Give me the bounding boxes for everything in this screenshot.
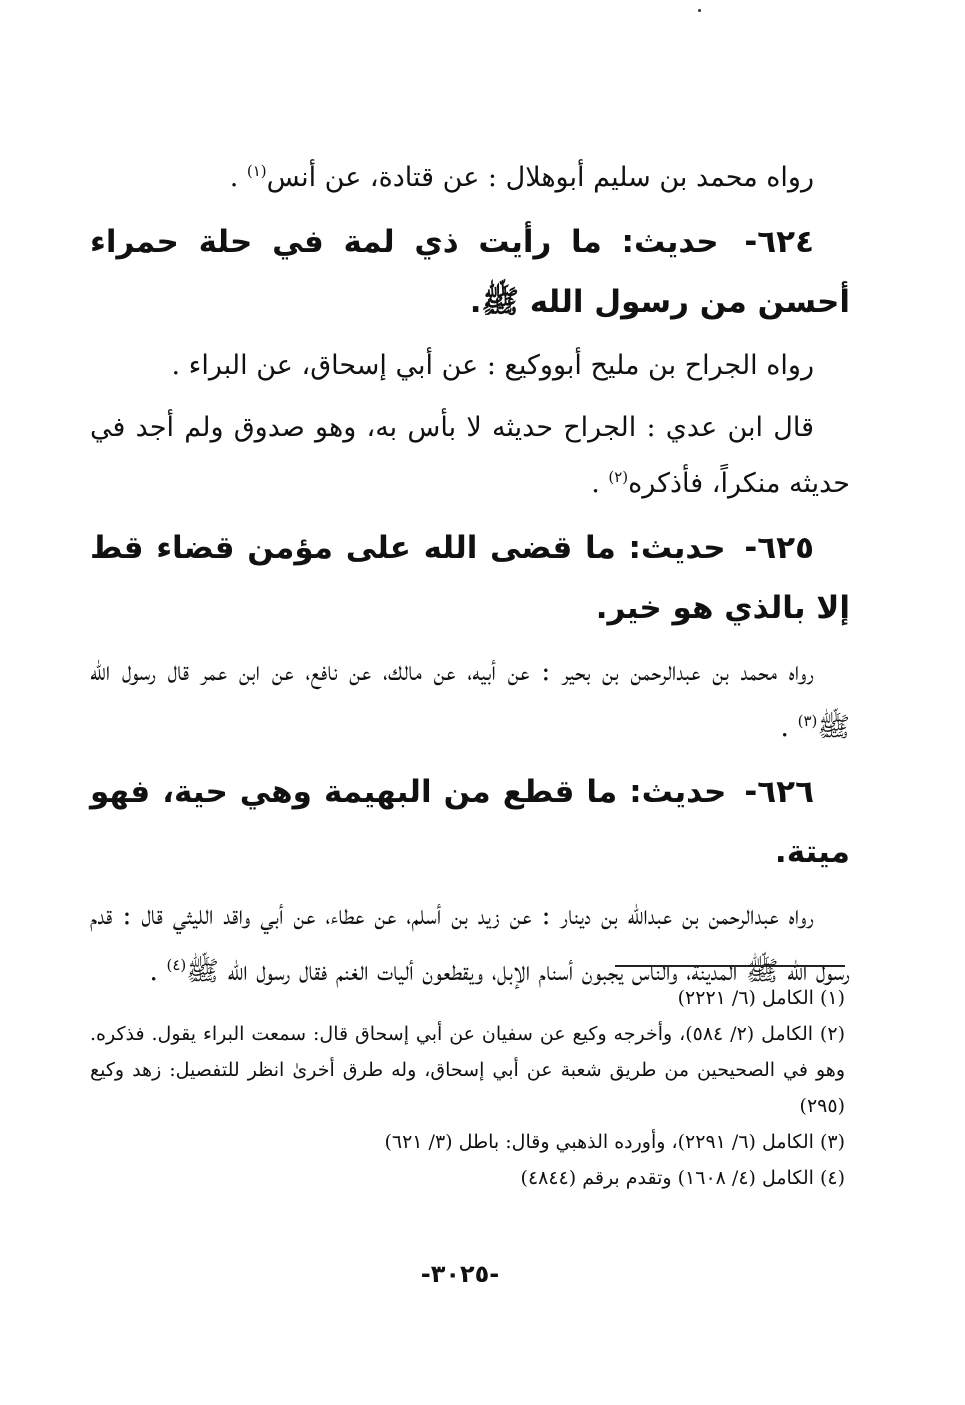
footnote-divider	[615, 965, 845, 967]
hadith-heading-624: ٦٢٤- حديث: ما رأيت ذي لمة في حلة حمراء أحسن من رسول الله ﷺ.	[90, 224, 850, 320]
paragraph-narration-4: رواه عبدالرحمن بن عبدالله بن دينار : عن زيد بن أسلم، عن عطاء، عن أبي واقد الليثي قال : قدم رسول الله ﷺ المدينة، والناس يجبون أسنام الإبل، ويقطعون أليات الغنم فقال رسول الله ﷺ$^{(٤)}$ .	[90, 900, 850, 987]
hadith-heading-626: ٦٢٦- حديث: ما قطع من البهيمة وهي حية، فهو ميتة.	[90, 774, 850, 870]
footnote-ref-3: (٣)	[797, 712, 818, 730]
hadith-heading-625: ٦٢٥- حديث: ما قضى الله على مؤمن قضاء قط إلا بالذي هو خير.	[90, 530, 850, 626]
scan-speck	[698, 9, 701, 12]
footnote-3: (٣) الكامل (٦/ ٢٢٩١)، وأورده الذهبي وقال: باطل (٣/ ٦٢١)	[384, 1131, 845, 1153]
footnote-2: (٢) الكامل (٢/ ٥٨٤)، وأخرجه وكيع عن سفيان عن أبي إسحاق قال: سمعت البراء يقول. فذكره. وهو في الصحيحين من طريق شعبة عن أبي إسحاق، وله طرق أخرىٰ انظر للتفصيل: زهد وكيع (٢٩٥)	[90, 1023, 845, 1117]
page-number: -٣٠٢٥-	[420, 1260, 500, 1288]
footnote-4: (٤) الكامل (٤/ ١٦٠٨) وتقدم برقم (٤٨٤٤)	[520, 1167, 845, 1189]
paragraph-narration-3: رواه محمد بن عبدالرحمن بن بحير : عن أبيه، عن مالك، عن نافع، عن ابن عمر قال رسول الله ﷺ$^{(٣)}$ .	[90, 656, 850, 743]
footnote-ref-2: (٢)	[608, 468, 629, 486]
footnote-ref-1: (١)	[246, 162, 267, 180]
paragraph-narration-1: رواه محمد بن سليم أبوهلال : عن قتادة، عن أنس$^{(١)}$ .	[229, 162, 814, 193]
main-text	[90, 150, 850, 1006]
footnote-1: (١) الكامل (٦/ ٢٢٢١)	[677, 987, 845, 1009]
paragraph-commentary-1: قال ابن عدي : الجراح حديثه لا بأس به، وهو صدوق ولم أجد في حديثه منكراً، فأذكره$^{(٢)}$ .	[90, 412, 850, 499]
footnote-ref-4: (٤)	[166, 956, 187, 974]
paragraph-narration-2: رواه الجراح بن مليح أبووكيع : عن أبي إسحاق، عن البراء .	[171, 350, 814, 381]
footnotes	[90, 980, 845, 1196]
